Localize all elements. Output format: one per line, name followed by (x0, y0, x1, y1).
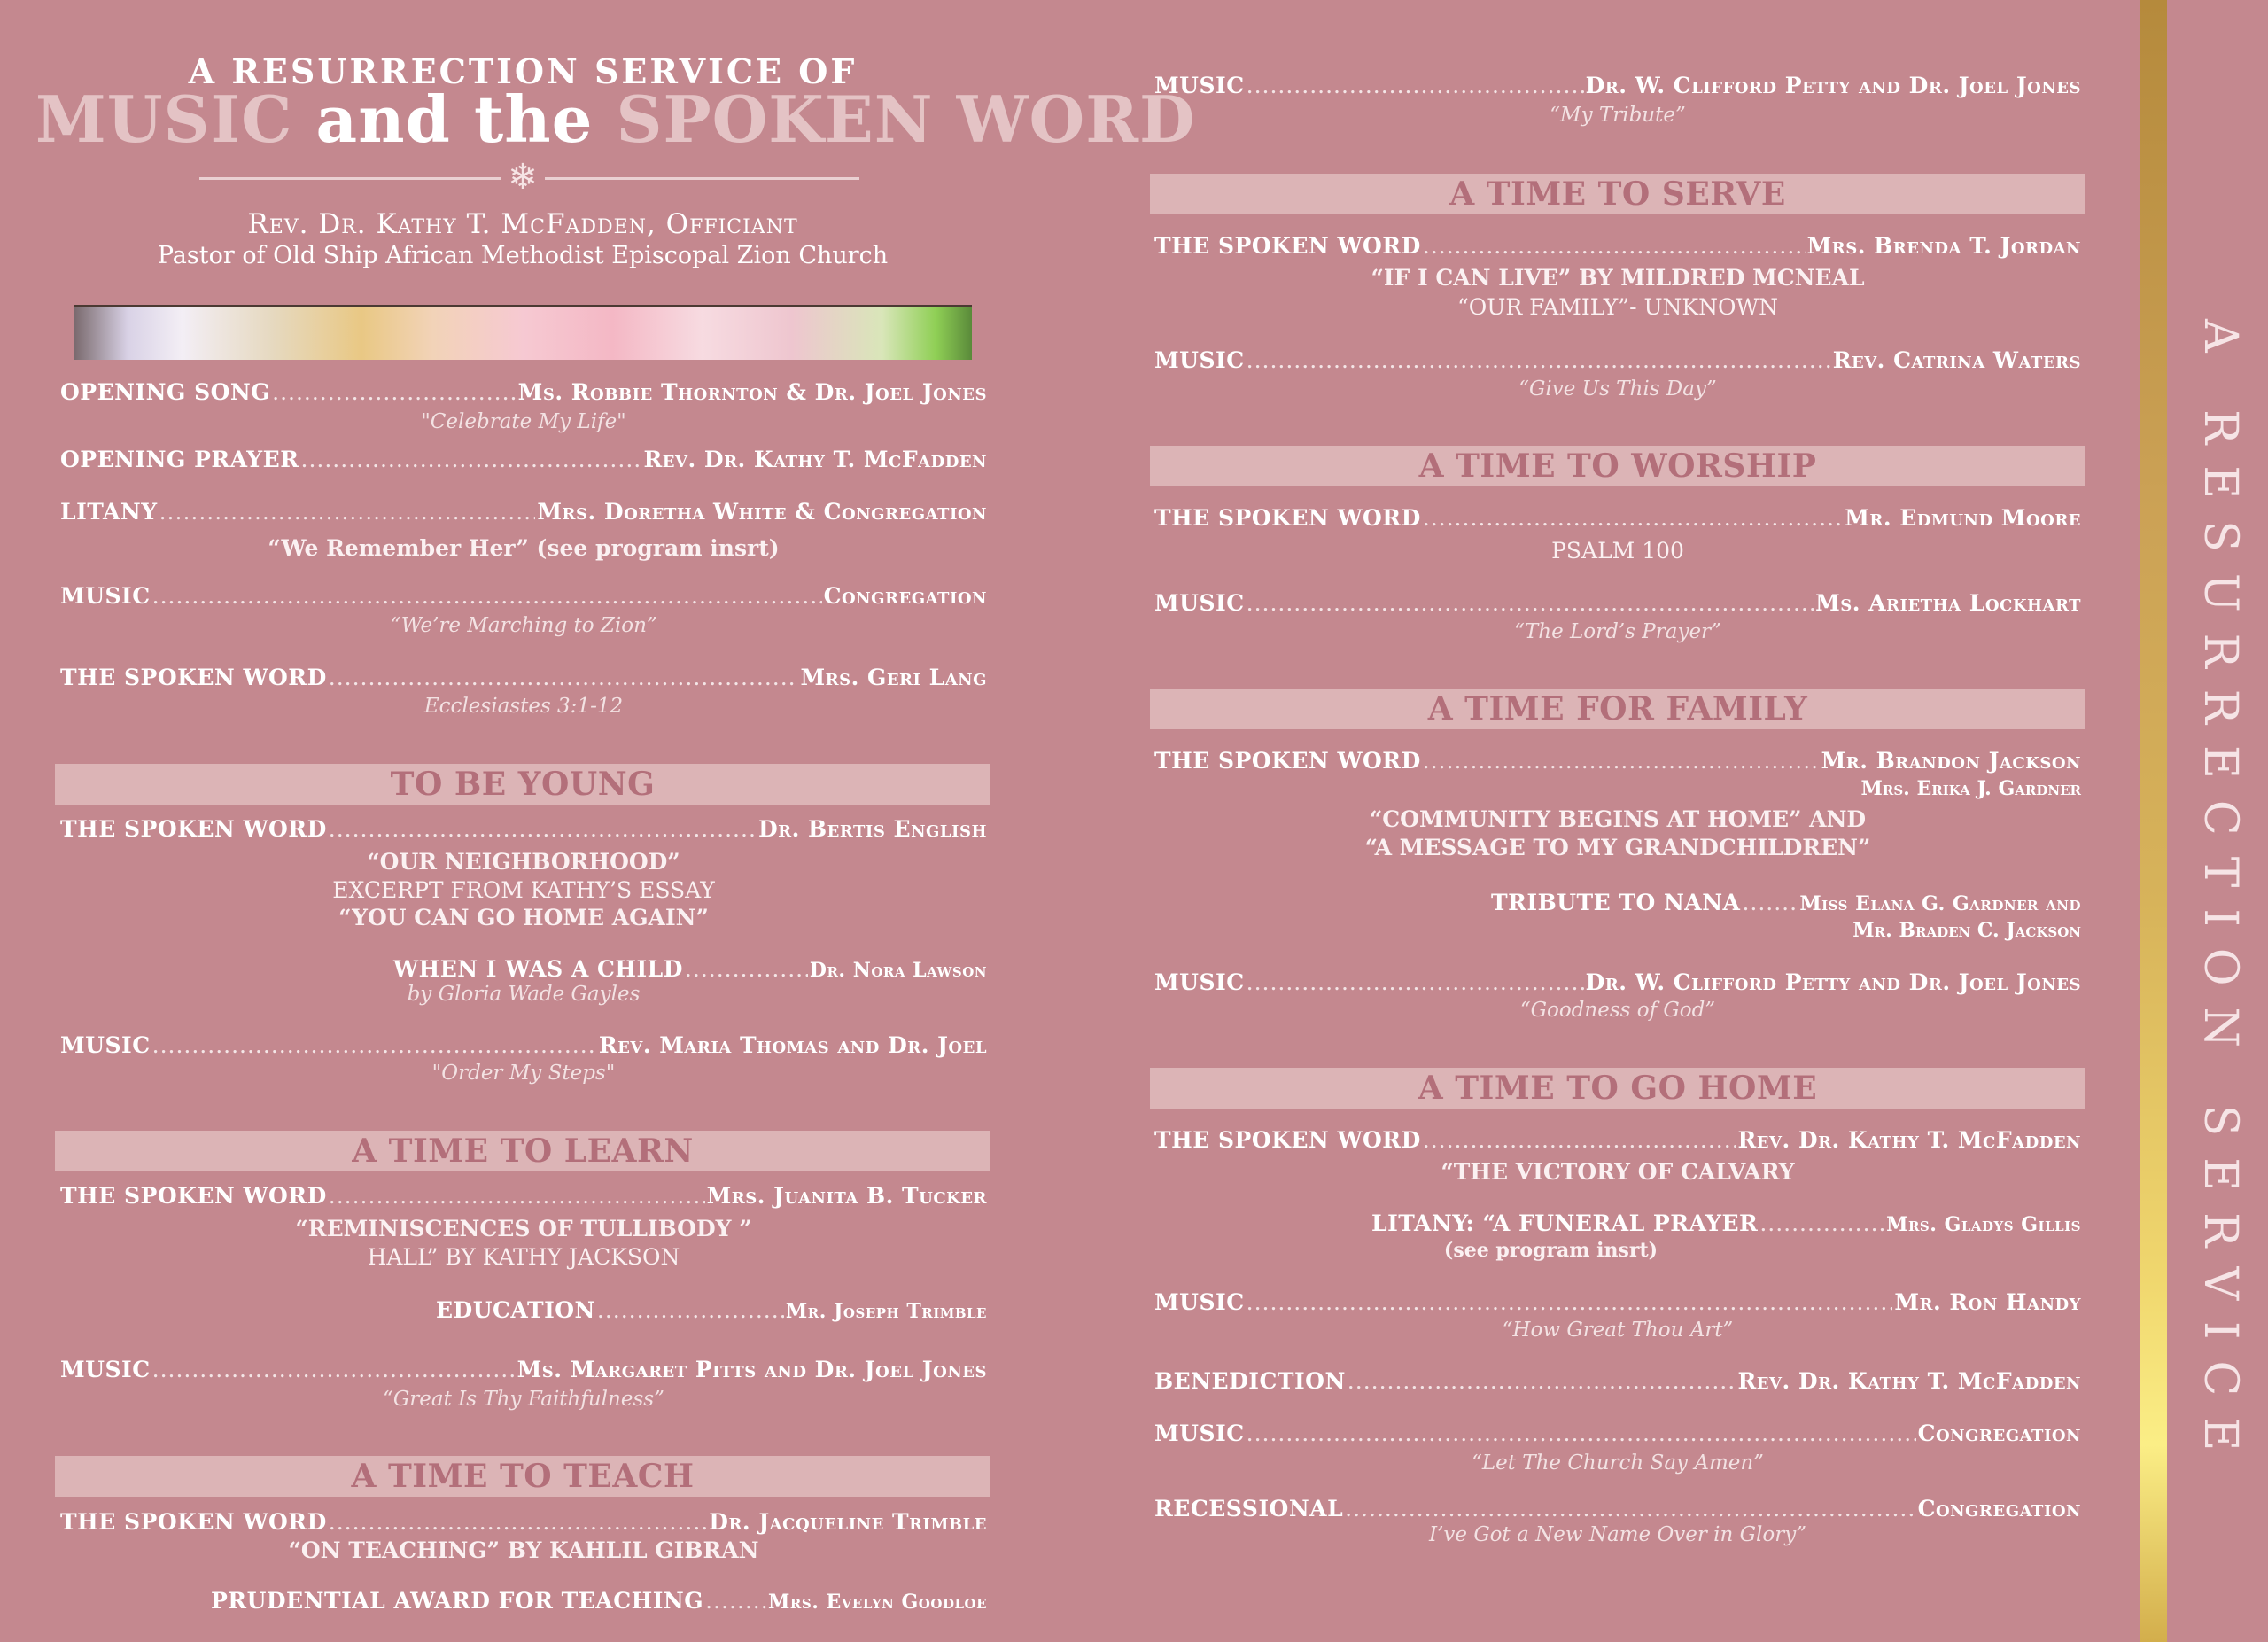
entry-name: Mrs. Doretha White & Congregation (537, 499, 987, 525)
leader-dots (1742, 890, 1798, 916)
leader-dots (1423, 1127, 1736, 1154)
entry-name: Ms. Margaret Pitts and Dr. Joel Jones (517, 1357, 987, 1382)
entry-note: “Give Us This Day” (1518, 377, 1717, 401)
spine-title: A RESURRECTION SERVICE (2194, 319, 2247, 1473)
entry-label: EDUCATION (436, 1297, 595, 1323)
entry-label: WHEN I WAS A CHILD (393, 956, 683, 982)
entry-name: Mrs. Gladys Gillis (1886, 1213, 2081, 1236)
benediction-row (1154, 1368, 2081, 1395)
entry-name: Ms. Arietha Lockhart (1815, 590, 2081, 616)
entry-note: "Order My Steps" (431, 1062, 616, 1085)
entry-name: Ms. Robbie Thornton & Dr. Joel Jones (517, 379, 987, 405)
award-row (211, 1588, 987, 1615)
entry-note: “How Great Thou Art” (1502, 1319, 1734, 1342)
music-row (1154, 1289, 2081, 1316)
entry-name: Rev. Maria Thomas and Dr. Joel (598, 1032, 987, 1058)
leader-dots (1423, 505, 1843, 532)
funeral-litany-row (1371, 1210, 2081, 1238)
opening-song-row (60, 379, 987, 406)
entry-label: TRIBUTE TO NANA (1491, 890, 1741, 915)
entry-label: MUSIC (1154, 1289, 1245, 1315)
music-row (60, 583, 987, 610)
leader-dots (329, 1183, 705, 1210)
leader-dots (1247, 1289, 1893, 1316)
entry-note: “We’re Marching to Zion” (390, 614, 657, 637)
leader-dots (1348, 1368, 1736, 1395)
entry-note: “Goodness of God” (1519, 999, 1716, 1022)
section-a-time-to-learn: A TIME TO LEARN (55, 1131, 990, 1171)
leader-dots (1247, 1420, 1916, 1447)
entry-name: Dr. Jacqueline Trimble (709, 1509, 987, 1535)
entry-label: OPENING SONG (60, 379, 271, 405)
leader-dots (152, 1032, 597, 1059)
entry-name: Miss Elana G. Gardner and (1799, 892, 2081, 915)
entry-label: THE SPOKEN WORD (60, 1509, 327, 1535)
entry-label: MUSIC (1154, 969, 1245, 995)
spoken-word-row (1154, 233, 2081, 260)
leader-dots (152, 583, 822, 610)
service-title (35, 82, 1196, 157)
leader-dots (1423, 233, 1806, 260)
leader-dots (597, 1297, 784, 1324)
leader-dots (301, 447, 642, 473)
entry-subtitle: “OUR FAMILY”- UNKNOWN (1456, 294, 1779, 320)
entry-name: Dr. Bertis English (757, 816, 987, 842)
entry-name: Mr. Edmund Moore (1845, 505, 2081, 531)
entry-label: THE SPOKEN WORD (1154, 1127, 1421, 1153)
education-row (436, 1297, 987, 1325)
entry-name: Congregation (823, 583, 987, 609)
snowflake-ornament-icon: ❄ (508, 157, 538, 198)
entry-note: “Let The Church Say Amen” (1472, 1451, 1764, 1475)
entry-subtitle: “OUR NEIGHBORHOOD” (367, 849, 680, 875)
section-a-time-to-worship: A TIME TO WORSHIP (1150, 446, 2085, 486)
officiant: Rev. Dr. Kathy T. McFadden, Officiant (247, 208, 798, 240)
entry-name: Dr. Nora Lawson (809, 959, 987, 982)
entry-subtitle: “THE VICTORY OF CALVARY (1441, 1159, 1795, 1185)
entry-label: MUSIC (1154, 590, 1245, 616)
leader-dots (329, 1509, 708, 1536)
entry-subtitle: “ON TEACHING” BY KAHLIL GIBRAN (288, 1537, 759, 1563)
entry-name-second: Mr. Braden C. Jackson (1852, 919, 2081, 942)
title-spoken-word: SPOKEN WORD (616, 82, 1196, 157)
flower-banner-image (74, 305, 972, 360)
title-and-the: and the (315, 82, 594, 157)
leader-dots (1247, 73, 1584, 99)
entry-label: MUSIC (1154, 73, 1245, 98)
entry-subtitle: PSALM 100 (1551, 538, 1684, 564)
music-row (1154, 1420, 2081, 1447)
entry-name: Mrs. Juanita B. Tucker (706, 1183, 987, 1209)
spoken-word-row (1154, 505, 2081, 532)
entry-note: I’ve Got a New Name Over in Glory” (1429, 1523, 1806, 1546)
entry-label: THE SPOKEN WORD (60, 816, 327, 842)
gold-spine-stripe (2140, 0, 2167, 1642)
entry-subtitle: EXCERPT FROM KATHY’S ESSAY (332, 877, 715, 903)
entry-label: MUSIC (1154, 1420, 1245, 1446)
divider-right (545, 177, 859, 180)
leader-dots (685, 956, 808, 983)
leader-dots (152, 1357, 516, 1383)
spoken-word-row (60, 816, 987, 843)
entry-name: Mr. Brandon Jackson (1821, 748, 2081, 774)
leader-dots (159, 499, 536, 525)
litany-row (60, 499, 987, 525)
spoken-word-row (1154, 1127, 2081, 1154)
entry-label: THE SPOKEN WORD (1154, 233, 1421, 259)
entry-note: “The Lord’s Prayer” (1514, 620, 1721, 643)
leader-dots (705, 1588, 766, 1615)
music-row (1154, 347, 2081, 374)
entry-subtitle: “COMMUNITY BEGINS AT HOME” AND (1369, 806, 1867, 832)
child-row (393, 956, 987, 984)
entry-subtitle: “REMINISCENCES OF TULLIBODY ” (295, 1216, 752, 1241)
entry-label: PRUDENTIAL AWARD FOR TEACHING (211, 1588, 704, 1614)
leader-dots (1423, 748, 1820, 774)
leader-dots (1345, 1496, 1915, 1522)
section-a-time-to-go-home: A TIME TO GO HOME (1150, 1068, 2085, 1109)
leader-dots (329, 665, 799, 691)
leader-dots (329, 816, 757, 843)
entry-name: Mr. Joseph Trimble (785, 1300, 987, 1323)
entry-subtitle: HALL” BY KATHY JACKSON (367, 1244, 680, 1270)
section-to-be-young: TO BE YOUNG (55, 764, 990, 805)
entry-name: Congregation (1917, 1420, 2081, 1446)
divider-left (199, 177, 501, 180)
music-row (1154, 969, 2081, 996)
entry-name: Mrs. Brenda T. Jordan (1806, 233, 2081, 259)
section-a-time-to-serve: A TIME TO SERVE (1150, 174, 2085, 214)
entry-label: THE SPOKEN WORD (60, 1183, 327, 1209)
entry-name: Rev. Dr. Kathy T. McFadden (1737, 1368, 2081, 1394)
music-row (1154, 73, 2081, 99)
leader-dots (1247, 969, 1584, 996)
spoken-word-row (1154, 748, 2081, 774)
recessional-row (1154, 1496, 2081, 1522)
entry-label: RECESSIONAL (1154, 1496, 1344, 1521)
section-a-time-for-family: A TIME FOR FAMILY (1150, 689, 2085, 729)
entry-name: Congregation (1917, 1496, 2081, 1521)
entry-subtitle: “We Remember Her” (see program insrt) (268, 535, 780, 561)
music-row (1154, 590, 2081, 617)
entry-name: Rev. Catrina Waters (1832, 347, 2081, 373)
title-music: MUSIC (35, 82, 293, 157)
leader-dots (1247, 590, 1814, 617)
entry-label: THE SPOKEN WORD (60, 665, 327, 690)
music-row (60, 1032, 987, 1059)
entry-label: MUSIC (1154, 347, 1245, 373)
entry-label: BENEDICTION (1154, 1368, 1346, 1394)
tribute-row (1491, 890, 2081, 917)
entry-subtitle: “A MESSAGE TO MY GRANDCHILDREN” (1364, 835, 1871, 860)
entry-name: Dr. W. Clifford Petty and Dr. Joel Jones (1585, 969, 2081, 995)
entry-label: THE SPOKEN WORD (1154, 505, 1421, 531)
entry-subtitle: (see program insrt) (1443, 1239, 1658, 1262)
entry-name: Dr. W. Clifford Petty and Dr. Joel Jones (1585, 73, 2081, 98)
service-subtitle: A RESURRECTION SERVICE OF (188, 51, 858, 91)
entry-subtitle: “IF I CAN LIVE” BY MILDRED MCNEAL (1371, 265, 1865, 291)
leader-dots (272, 379, 517, 406)
spoken-word-row (60, 1509, 987, 1536)
entry-name: Mrs. Geri Lang (800, 665, 987, 690)
spoken-word-row (60, 665, 987, 691)
music-row (60, 1357, 987, 1383)
entry-label: MUSIC (60, 1357, 151, 1382)
entry-subtitle: “YOU CAN GO HOME AGAIN” (338, 905, 709, 930)
entry-note: "Celebrate My Life" (421, 410, 626, 433)
entry-note: “My Tribute” (1550, 104, 1686, 127)
entry-label: LITANY (60, 499, 158, 525)
entry-label: LITANY: “A FUNERAL PRAYER (1371, 1210, 1759, 1236)
entry-label: MUSIC (60, 583, 151, 609)
entry-note: Ecclesiastes 3:1-12 (423, 695, 624, 718)
leader-dots (1247, 347, 1831, 374)
entry-name-second: Mrs. Erika J. Gardner (1860, 777, 2081, 800)
entry-label: THE SPOKEN WORD (1154, 748, 1421, 774)
entry-name: Rev. Dr. Kathy T. McFadden (1737, 1127, 2081, 1153)
pastor-line: Pastor of Old Ship African Methodist Episcopal Zion Church (157, 242, 889, 269)
entry-name: Rev. Dr. Kathy T. McFadden (643, 447, 987, 472)
entry-note: “Great Is Thy Faithfulness” (383, 1388, 664, 1411)
entry-name: Mr. Ron Handy (1894, 1289, 2081, 1315)
entry-name: Mrs. Evelyn Goodloe (768, 1591, 987, 1614)
entry-label: OPENING PRAYER (60, 447, 299, 472)
entry-note: by Gloria Wade Gayles (407, 983, 641, 1006)
spoken-word-row (60, 1183, 987, 1210)
opening-prayer-row (60, 447, 987, 473)
leader-dots (1759, 1210, 1884, 1237)
section-a-time-to-teach: A TIME TO TEACH (55, 1456, 990, 1497)
entry-label: MUSIC (60, 1032, 151, 1058)
